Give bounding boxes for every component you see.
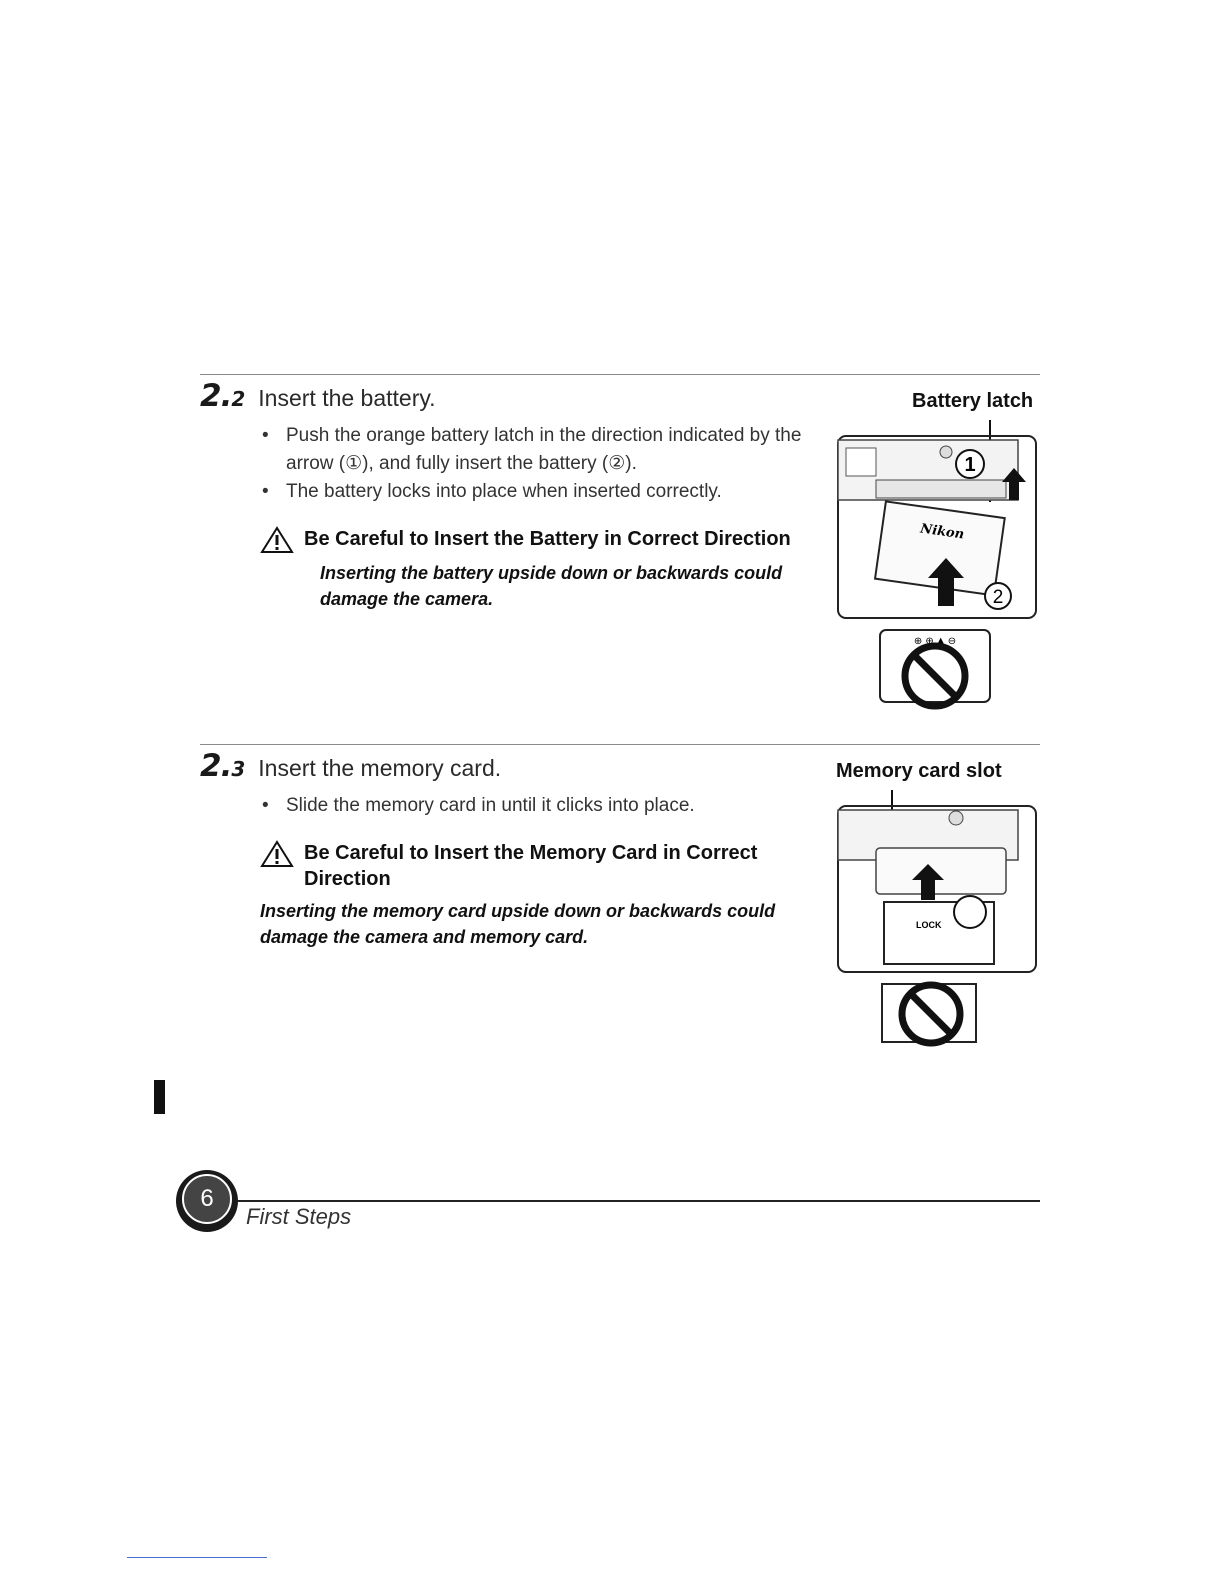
bottom-edge-line [127, 1557, 267, 1558]
section-divider-top [200, 374, 1040, 375]
instruction-item: • The battery locks into place when inserted correctly. [262, 478, 820, 506]
section-name: First Steps [246, 1204, 352, 1229]
instruction-list [200, 792, 820, 820]
step-insert-battery [200, 378, 820, 612]
instruction-item: • Slide the memory card in until it clicks into place. [262, 792, 820, 820]
section-divider-middle [200, 744, 1040, 745]
caution-note [260, 526, 820, 612]
step-heading [200, 748, 820, 784]
memory-card-insertion-illustration [836, 788, 1042, 1058]
instruction-list [200, 422, 820, 506]
figure-label-battery-latch: Battery latch [912, 390, 1034, 412]
figure-label-memory-card-slot: Memory card slot [836, 760, 1002, 782]
caution-note [260, 840, 820, 950]
callout-1: 1 [964, 454, 976, 476]
step-title: Insert the battery. [258, 385, 436, 411]
callout-2: 2 [992, 587, 1004, 608]
footer-rule [238, 1200, 1040, 1202]
instruction-item: • Push the orange battery latch in the direction indicated by the arrow (①), and fully insert the battery (②). [262, 422, 820, 478]
step-number: 2.2 [200, 378, 245, 414]
page-number: 6 [200, 1185, 214, 1212]
step-title: Insert the memory card. [258, 755, 502, 781]
step-insert-memory-card [200, 748, 820, 950]
chapter-marker [154, 1080, 165, 1114]
warning-triangle-icon [260, 526, 294, 554]
caution-text: Inserting the memory card upside down or backwards could damage the camera and memory card. [260, 901, 776, 947]
step-number: 2.3 [200, 748, 245, 784]
battery-terminals-text: ⊕ ⊕ ▲ ⊖ [913, 636, 957, 647]
battery-insertion-illustration [836, 418, 1042, 718]
warning-triangle-icon [260, 840, 294, 868]
card-lock-text: LOCK [916, 920, 942, 930]
step-heading [200, 378, 820, 414]
caution-title: Be Careful to Insert the Battery in Correct Direction [304, 528, 791, 550]
battery-brand-text: Nikon [919, 521, 965, 543]
caution-text: Inserting the battery upside down or backwards could damage the camera. [320, 563, 783, 609]
caution-title: Be Careful to Insert the Memory Card in Correct Direction [304, 842, 758, 890]
